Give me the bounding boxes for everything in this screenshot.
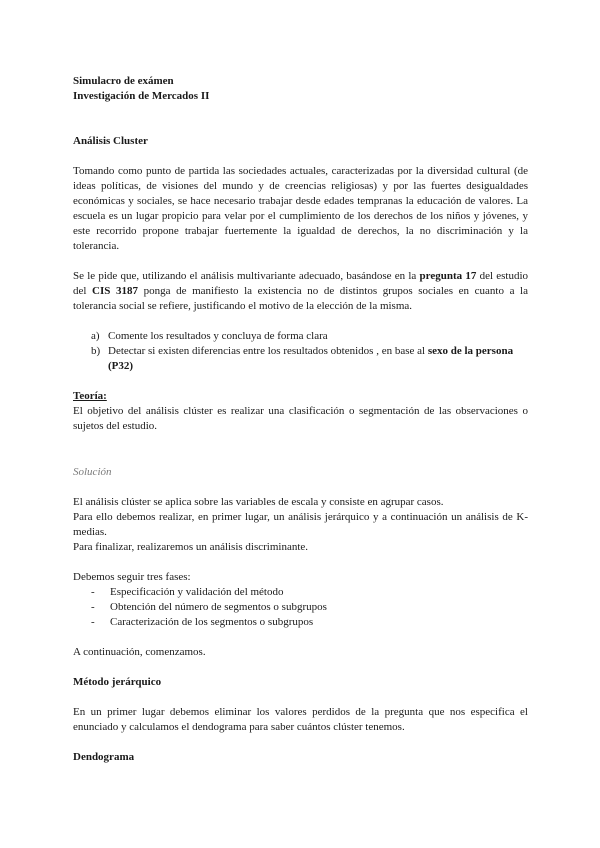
section-title-dendrogram: Dendograma <box>73 751 135 763</box>
section-title-hierarchical: Método jerárquico <box>73 676 162 688</box>
solution-line: Para finalizar, realizaremos un análisis discriminante. <box>73 541 309 553</box>
list-item <box>73 600 528 615</box>
theory-text: El objetivo del análisis clúster es realizar una clasificación o segmentación de las observaciones o sujetos del estudio. <box>73 405 528 432</box>
phases-intro: Debemos seguir tres fases: <box>73 571 191 583</box>
list-item <box>73 585 528 600</box>
continue-text: A continuación, comenzamos. <box>73 646 206 658</box>
study-ref: CIS 3187 <box>92 285 138 297</box>
doc-title-line1: Simulacro de exámen <box>73 75 174 87</box>
list-item <box>73 329 528 344</box>
task-text-3: ponga de manifiesto la existencia no de distintos grupos sociales en cuanto a la tolerancia social se refiere, justificando el motivo de la elección de la misma. <box>73 285 528 312</box>
solution-line: El análisis clúster se aplica sobre las variables de escala y consiste en agrupar casos. <box>73 496 444 508</box>
dash-marker: - <box>91 616 95 628</box>
list-item-text: Caracterización de los segmentos o subgrupos <box>110 616 314 628</box>
solution-line: Para ello debemos realizar, en primer lugar, un análisis jerárquico y a continuación un análisis de K-medias. <box>73 511 528 538</box>
task-list <box>73 329 528 374</box>
list-item-text: Obtención del número de segmentos o subgrupos <box>110 601 327 613</box>
list-item-bold: sexo de la persona (P32) <box>108 345 514 372</box>
dash-marker: - <box>91 586 95 598</box>
list-item-text: Especificación y validación del método <box>110 586 284 598</box>
doc-title-line2: Investigación de Mercados II <box>73 90 210 102</box>
list-item <box>73 615 528 630</box>
dash-marker: - <box>91 601 95 613</box>
list-item-text: Detectar si existen diferencias entre los resultados obtenidos , en base al <box>108 345 428 357</box>
document-page <box>73 74 528 765</box>
list-item-text: Comente los resultados y concluya de forma clara <box>108 330 328 342</box>
solution-title: Solución <box>73 466 112 478</box>
intro-paragraph: Tomando como punto de partida las sociedades actuales, caracterizadas por la diversidad cultural (de ideas políticas, de visiones del mundo y de creencias religiosas) y por las fuertes desigualdades económicas y sociales, se hace necesario trabajar desde edades tempranas la educación de valores. La escuela es un lugar propicio para velar por el cumplimiento de los derechos de los niños y jóvenes, y este recorrido propone trabajar fuertemente la igualdad de derechos, la no discriminación y la tolerancia. <box>73 165 528 252</box>
list-item <box>73 344 528 374</box>
hierarchical-text: En un primer lugar debemos eliminar los valores perdidos de la pregunta que nos especifica el enunciado y calculamos el dendograma para saber cuántos clúster tenemos. <box>73 706 528 733</box>
task-text-1: Se le pide que, utilizando el análisis multivariante adecuado, basándose en la <box>73 270 420 282</box>
phases-list <box>73 585 528 630</box>
task-text-2: del estudio del <box>73 270 528 297</box>
task-paragraph <box>73 269 528 314</box>
list-marker: b) <box>91 345 101 357</box>
section-title-cluster: Análisis Cluster <box>73 135 148 147</box>
list-marker: a) <box>91 330 100 342</box>
theory-title: Teoría: <box>73 390 107 402</box>
question-ref: pregunta 17 <box>419 270 477 282</box>
